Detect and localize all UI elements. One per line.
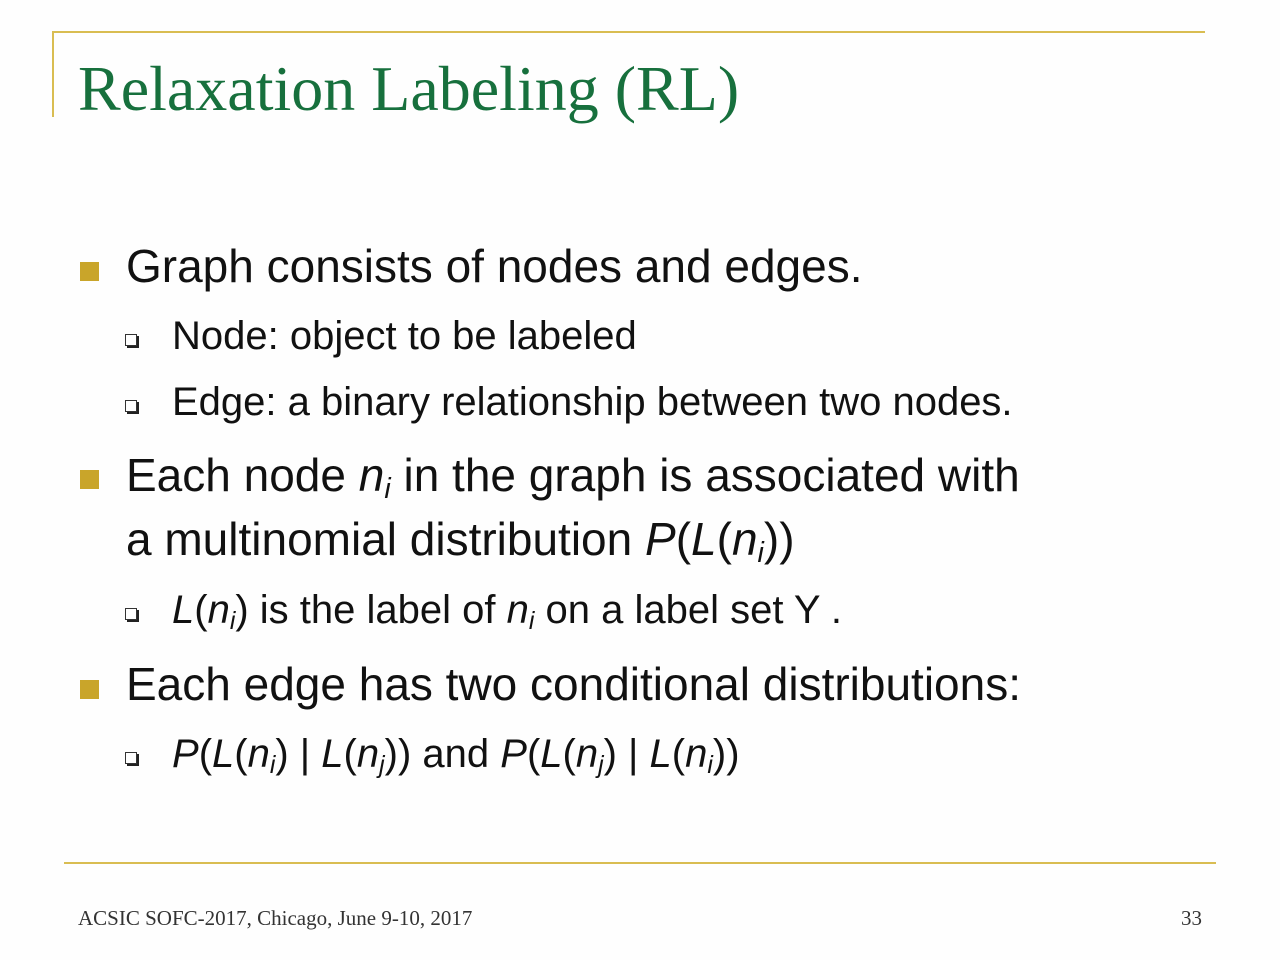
- page-number: 33: [1181, 906, 1202, 930]
- left-rule: [52, 31, 54, 117]
- sub-bullet-text: Edge: a binary relationship between two nodes.: [172, 380, 1013, 424]
- bullet-text: Each node $n_i$ in the graph is associated with: [126, 449, 1020, 506]
- square-bullet-icon: [80, 680, 99, 699]
- bottom-rule: [64, 862, 1216, 864]
- slide-title: Relaxation Labeling (RL): [78, 53, 740, 124]
- sub-bullet-text: $L(n_i)$ is the label of $n_i$ on a label set Y .: [172, 588, 843, 636]
- top-rule: [52, 31, 1205, 33]
- sub-bullet-text: Node: object to be labeled: [172, 314, 637, 358]
- sub-bullet-text: $P(L(n_i)$ | $L(n_j)$) and $P(L(n_j)$ | $L(n_i)$): [172, 732, 740, 780]
- square-bullet-icon: [80, 262, 99, 281]
- checkbox-bullet-icon: [125, 752, 137, 764]
- checkbox-bullet-icon: [125, 334, 137, 346]
- slide-footer: ACSIC SOFC-2017, Chicago, June 9-10, 2017: [78, 906, 473, 930]
- checkbox-bullet-icon: [125, 608, 137, 620]
- bullet-text: Graph consists of nodes and edges.: [126, 240, 863, 292]
- bullet-text: Each edge has two conditional distributions:: [126, 658, 1022, 710]
- checkbox-bullet-icon: [125, 400, 137, 412]
- bullet-text-continued: a multinomial distribution $P(L(n_i))$: [126, 513, 795, 570]
- square-bullet-icon: [80, 470, 99, 489]
